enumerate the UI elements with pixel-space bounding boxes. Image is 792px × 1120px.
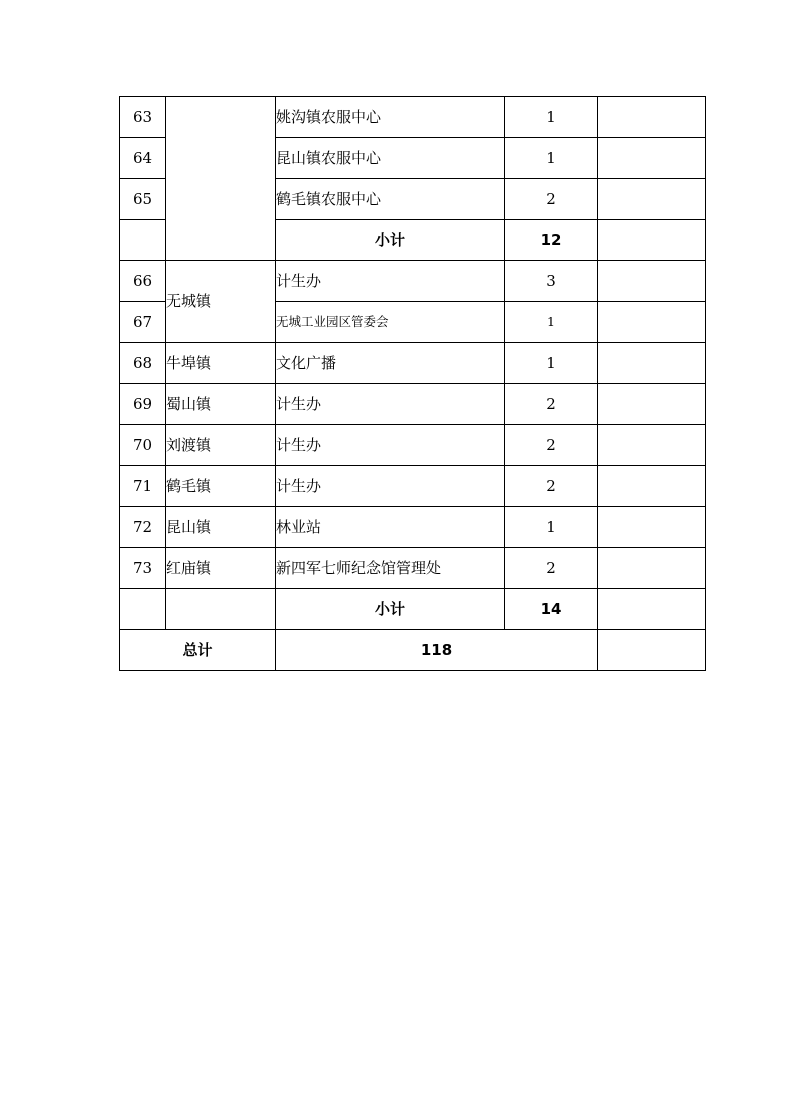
town-cell-empty [166, 589, 276, 630]
unit-name: 文化广播 [276, 343, 505, 384]
table-row [120, 97, 706, 138]
town-cell-empty [166, 97, 276, 261]
town-name: 红庙镇 [166, 548, 276, 589]
row-number: 67 [120, 302, 166, 343]
unit-name: 新四军七师纪念馆管理处 [276, 548, 505, 589]
staff-count: 3 [505, 261, 598, 302]
row-number: 66 [120, 261, 166, 302]
total-label: 总计 [120, 630, 276, 671]
remark-cell [598, 425, 706, 466]
row-number: 73 [120, 548, 166, 589]
table-row [120, 343, 706, 384]
row-number-empty [120, 220, 166, 261]
subtotal-value: 12 [505, 220, 598, 261]
unit-name: 计生办 [276, 466, 505, 507]
unit-name: 鹤毛镇农服中心 [276, 179, 505, 220]
town-name: 牛埠镇 [166, 343, 276, 384]
town-name: 鹤毛镇 [166, 466, 276, 507]
subtotal-label: 小计 [276, 220, 505, 261]
table-row [120, 548, 706, 589]
row-number: 64 [120, 138, 166, 179]
remark-cell [598, 97, 706, 138]
town-name: 刘渡镇 [166, 425, 276, 466]
town-name: 昆山镇 [166, 507, 276, 548]
town-name: 蜀山镇 [166, 384, 276, 425]
remark-cell [598, 261, 706, 302]
total-value: 118 [276, 630, 598, 671]
subtotal-label: 小计 [276, 589, 505, 630]
unit-name: 林业站 [276, 507, 505, 548]
remark-cell [598, 630, 706, 671]
unit-name: 姚沟镇农服中心 [276, 97, 505, 138]
staffing-table [119, 96, 706, 671]
remark-cell [598, 466, 706, 507]
remark-cell [598, 220, 706, 261]
staff-count: 1 [505, 302, 598, 343]
remark-cell [598, 138, 706, 179]
staff-count: 1 [505, 507, 598, 548]
staff-count: 2 [505, 179, 598, 220]
town-name: 无城镇 [166, 261, 276, 343]
row-number: 71 [120, 466, 166, 507]
total-row [120, 630, 706, 671]
unit-name: 昆山镇农服中心 [276, 138, 505, 179]
staff-count: 2 [505, 548, 598, 589]
table-row [120, 466, 706, 507]
table-row [120, 507, 706, 548]
staff-count: 1 [505, 138, 598, 179]
remark-cell [598, 302, 706, 343]
row-number: 70 [120, 425, 166, 466]
remark-cell [598, 589, 706, 630]
unit-name: 计生办 [276, 261, 505, 302]
remark-cell [598, 507, 706, 548]
row-number-empty [120, 589, 166, 630]
unit-name: 无城工业园区管委会 [276, 302, 505, 343]
staff-count: 1 [505, 343, 598, 384]
unit-name: 计生办 [276, 384, 505, 425]
row-number: 65 [120, 179, 166, 220]
remark-cell [598, 179, 706, 220]
remark-cell [598, 548, 706, 589]
staff-count: 2 [505, 384, 598, 425]
table-row [120, 384, 706, 425]
staff-count: 2 [505, 425, 598, 466]
subtotal-row [120, 589, 706, 630]
table-row [120, 425, 706, 466]
remark-cell [598, 343, 706, 384]
row-number: 63 [120, 97, 166, 138]
staff-count: 1 [505, 97, 598, 138]
staff-count: 2 [505, 466, 598, 507]
table-row [120, 261, 706, 302]
subtotal-value: 14 [505, 589, 598, 630]
row-number: 72 [120, 507, 166, 548]
row-number: 68 [120, 343, 166, 384]
unit-name: 计生办 [276, 425, 505, 466]
remark-cell [598, 384, 706, 425]
row-number: 69 [120, 384, 166, 425]
